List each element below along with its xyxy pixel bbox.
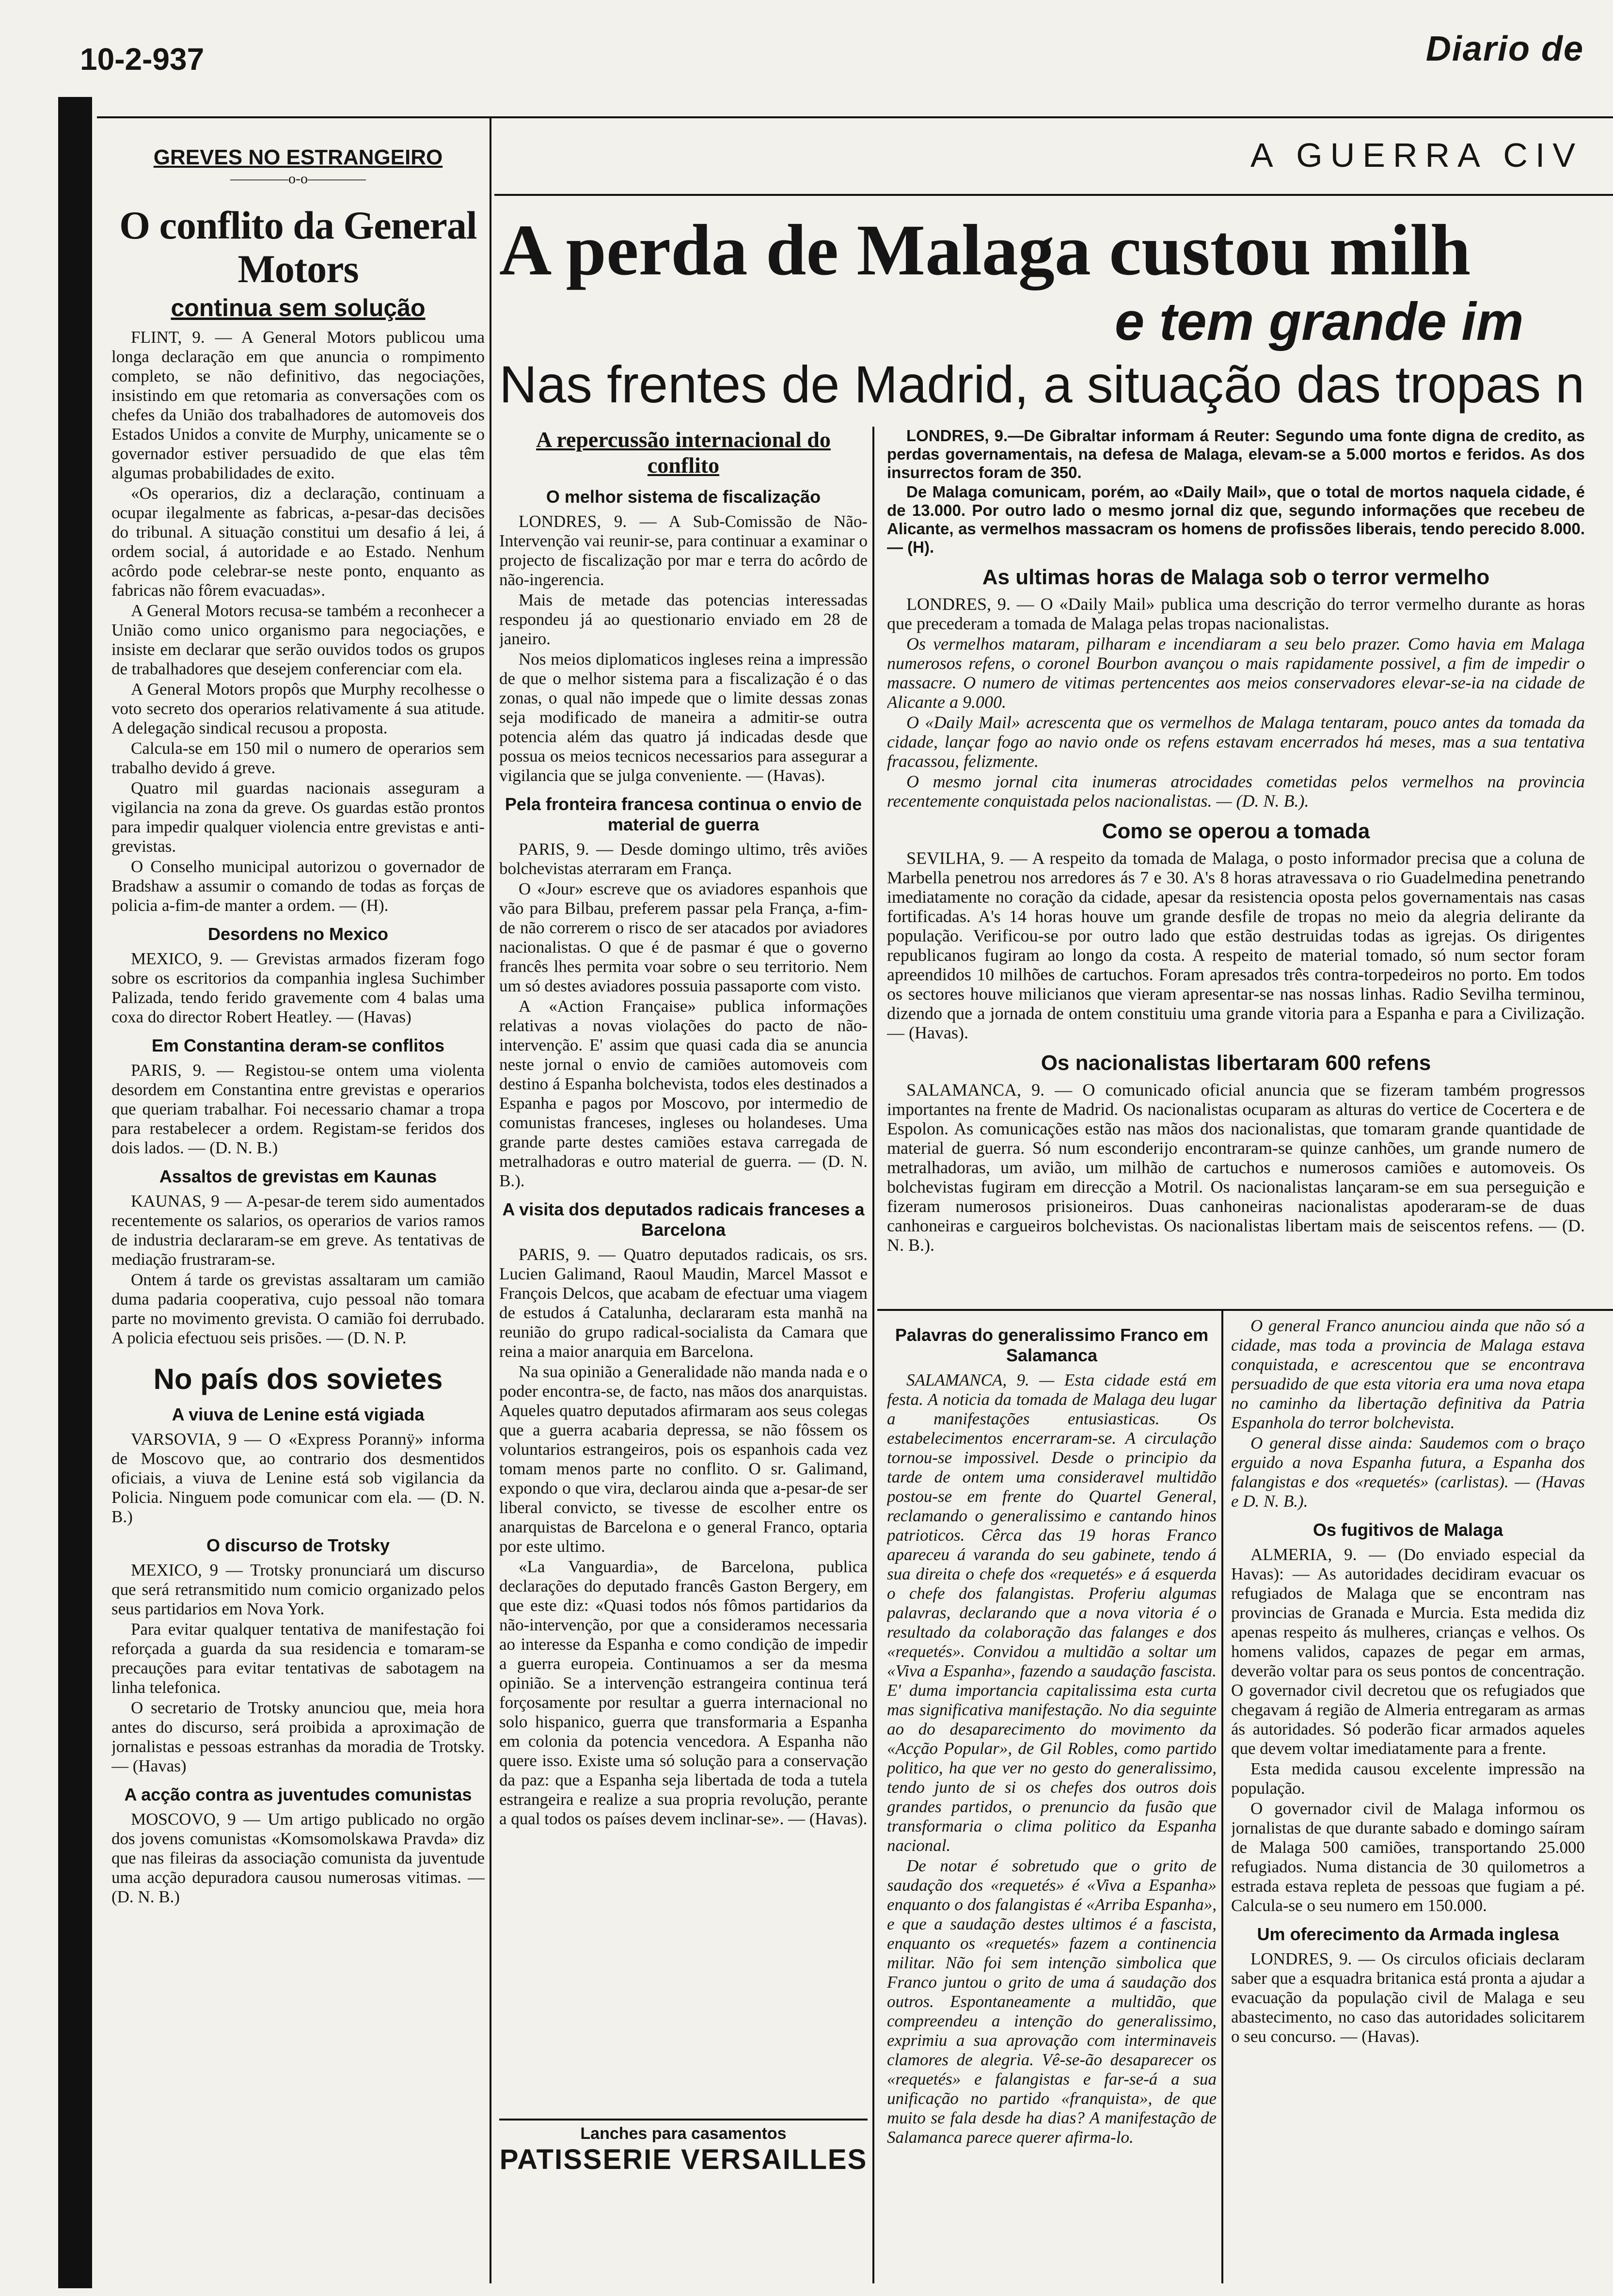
ad-line-2: PATISSERIE VERSAILLES bbox=[499, 2144, 868, 2175]
masthead: Diario de bbox=[1425, 30, 1584, 68]
subheading: As ultimas horas de Malaga sob o terror vermelho bbox=[982, 565, 1490, 589]
section-heading-left: GREVES NO ESTRANGEIRO bbox=[153, 145, 443, 169]
ad-line-1: Lanches para casamentos bbox=[580, 2124, 787, 2143]
article-paragraph: MOSCOVO, 9 — Um artigo publicado no orgão dos jovens comunistas «Komsomolskawa Pravda» diz que nas fileiras da associação comunista da juventude uma acção depuradora causou numerosas vitimas. — (D. N. B.) bbox=[111, 1810, 485, 1906]
lead-paragraph: De Malaga comunicam, porém, ao «Daily Mail», que o total de mortos naquela cidade, é de 13.000. Por outro lado o mesmo jornal diz que, segundo informações que recebeu de Alicante, as vermelhos massacram os homens de profissões liberais, tendo perecido 8.000. — (H). bbox=[887, 483, 1585, 556]
article-paragraph: O governador civil de Malaga informou os jornalistas de que durante sabado e domingo saíram de Malaga 500 camiões, transportando 25.000 refugiados. Numa distancia de 30 quilometros a estrada estava repleta de pessoas que fugiam a pé. Calcula-se o seu numero em 150.000. bbox=[1231, 1799, 1585, 1915]
column-rule-right bbox=[1221, 1309, 1223, 2283]
subheading: Como se operou a tomada bbox=[1102, 819, 1370, 843]
article-paragraph: KAUNAS, 9 — A-pesar-de terem sido aumentados recentemente os salarios, os operarios de varios ramos de industria declararam-se em greve. As tentativas de mediação frustraram-se. bbox=[111, 1192, 485, 1269]
column-rule-mid bbox=[872, 427, 874, 2283]
article-paragraph: Os vermelhos mataram, pilharam e incendiaram a seu belo prazer. Como havia em Malaga numerosos refens, o coronel Bourbon avançou o mais rapidamente possivel, a fim de impedir o massacre. O numero de vitimas pertencentes aos meios conservadores elevar-se-ia na cidade de Alicante a 9.000. bbox=[887, 634, 1585, 712]
repercussao-title: A repercussão internacional do conflito bbox=[536, 427, 831, 478]
column-rule-left bbox=[490, 116, 491, 2283]
subheading: Os fugitivos de Malaga bbox=[1313, 1520, 1503, 1540]
article-paragraph: MEXICO, 9. — Grevistas armados fizeram fogo sobre os escritorios da companhia inglesa Suchimber Palizada, tendo ferido gravemente com 4 balas uma coxa do director Robert Heatley. — (Havas) bbox=[111, 949, 485, 1026]
article-paragraph: PARIS, 9. — Registou-se ontem uma violenta desordem em Constantina entre grevistas e operarios que queriam trabalhar. Foi necessario chamar a tropa para restabelecer a ordem. Registam-se feridos dos dois lados. — (D. N. B.) bbox=[111, 1061, 485, 1157]
subheading: Assaltos de grevistas em Kaunas bbox=[159, 1166, 437, 1186]
article-paragraph: Mais de metade das potencias interessadas respondeu já ao questionario enviado em 28 de janeiro. bbox=[499, 590, 868, 648]
article-paragraph: SEVILHA, 9. — A respeito da tomada de Malaga, o posto informador precisa que a coluna de Marbella penetrou nos arredores ás 7 e 30. A's 8 horas atravessava o rio Guadelmedina penetrando imediatamente no coração da cidade, apesar da resistencia oposta pelos governamentais nas casas fortificadas. A's 14 horas houve um grande desfile de tropas no meio da alegria delirante da população. Verificou-se por outro lado que estão destruidas todas as igrejas. Os dirigentes republicanos fugiram ao longo da costa. A respeito de material tomado, só num sector foram apreendidos 10 milhões de cartuchos. Foram apresados três contra-torpedeiros no porto. Em todos os sectores houve milicianos que vieram apresentar-se nas nossas linhas. Radio Sevilha terminou, dizendo que a jornada de ontem constituiu uma grande vitoria para a Espanha e para a Civilização. — (Havas). bbox=[887, 848, 1585, 1042]
lead-paragraph: LONDRES, 9.—De Gibraltar informam á Reuter: Segundo uma fonte digna de credito, as perdas governamentais, na defesa de Malaga, elevam-se a 5.000 mortos e feridos. As dos insurrectos foram de 350. bbox=[887, 427, 1585, 481]
page-date: 10-2-937 bbox=[80, 42, 205, 77]
subheading: Em Constantina deram-se conflitos bbox=[151, 1036, 445, 1055]
article-paragraph: A General Motors recusa-se também a reconhecer a União como unico organismo para negociações, e insiste em declarar que serão ouvidos todos os grupos de trabalhadores que desejem conferenciar com ela. bbox=[111, 601, 485, 678]
rule-under-section bbox=[494, 194, 1613, 196]
left-column bbox=[111, 199, 485, 2283]
subheading: Pela fronteira francesa continua o envio de material de guerra bbox=[505, 794, 862, 834]
subheading: A visita dos deputados radicais franceses a Barcelona bbox=[502, 1199, 865, 1240]
article-paragraph: SALAMANCA, 9. — O comunicado oficial anuncia que se fizeram também progressos importantes na frente de Madrid. Os nacionalistas ocuparam as alturas do vertice de Cocertera e de Espolon. As comunicações estão nas mãos dos nacionalistas, que tomaram grande quantidade de material de guerra. Só num esconderijo encontraram-se quinze canhões, um grande numero de metralhadoras, um avião, um milhão de cartuchos e numerosos camiões e automoveis. Os bolchevistas fugiram em direcção a Motril. Os nacionalistas lançaram-se em sua perseguição e fizeram numerosos prisioneiros. Duas canhoneiras nacionalistas apoderaram-se de duas canhoneiras e cargueiros bolchevistas. Os nacionalistas libertam mais de seiscentos refens. — (D. N. B.). bbox=[887, 1080, 1585, 1255]
subheading: Palavras do generalissimo Franco em Salamanca bbox=[895, 1325, 1209, 1365]
article-paragraph: FLINT, 9. — A General Motors publicou uma longa declaração em que anuncia o rompimento completo, se não definitivo, das negociações, insistindo em que retomaria as conversações com os chefes da União dos trabalhadores de automoveis dos Estados Unidos a convite de Murphy, unicamente se o governador estiver persuadido de que elas têm algumas probabilidades de exito. bbox=[111, 328, 485, 482]
article-paragraph: PARIS, 9. — Desde domingo ultimo, três aviões bolchevistas aterraram em França. bbox=[499, 840, 868, 878]
subheading: A acção contra as juventudes comunistas bbox=[124, 1785, 472, 1804]
ornament: ————o-o———— bbox=[230, 171, 366, 187]
middle-column bbox=[499, 427, 868, 2109]
top-rule bbox=[97, 116, 1613, 118]
advertisement bbox=[499, 2119, 868, 2176]
article-paragraph: Ontem á tarde os grevistas assaltaram um camião duma padaria cooperativa, cujo pessoal não tomara parte no movimento grevista. O camião foi derrubado. A policia efectuou seis prisões. — (D. N. P. bbox=[111, 1270, 485, 1347]
gm-title: O conflito da General Motors bbox=[119, 203, 477, 291]
article-paragraph: Para evitar qualquer tentativa de manifestação foi reforçada a guarda da sua residencia e tomaram-se precauções para evitar tentativas de sabotagem na linha telefonica. bbox=[111, 1620, 485, 1697]
article-paragraph: A General Motors propôs que Murphy recolhesse o voto secreto dos operarios relativamente á sua atitude. A delegação sindical recusou a proposta. bbox=[111, 680, 485, 737]
section-title-sovietes: No país dos sovietes bbox=[153, 1363, 443, 1395]
article-paragraph: Esta medida causou excelente impressão na população. bbox=[1231, 1759, 1585, 1798]
article-paragraph: De notar é sobretudo que o grito de saudação dos «requetés» é «Viva a Espanha» enquanto o dos falangistas é «Arriba Espanha», e que a saudação destes ultimos é a fascista, enquanto os «requetés» fazem a continencia militar. Não foi sem intenção simbolica que Franco juntou o grito de uma á saudação dos outros. Espontaneamente a multidão, que compreendeu a intenção do generalissimo, exprimiu a sua aprovação com interminaveis clamores de alegria. Vê-se-ão desaparecer os «requetés» e falangistas e far-se-á a sua unificação no partido «franquista», de que muito se fala desde ha dias? A manifestação de Salamanca parece querer afirma-lo. bbox=[887, 1856, 1217, 2147]
article-paragraph: SALAMANCA, 9. — Esta cidade está em festa. A noticia da tomada de Malaga deu lugar a manifestações entusiasticas. Os estabelecimentos encerraram-se. A circulação tornou-se impossivel. Desde o principio da tarde de ontem uma consideravel multidão postou-se em frente do Quartel General, reclamando o generalissimo e cantando hinos patrioticos. Cêrca das 19 horas Franco apareceu á varanda do seu gabinete, tendo á sua direita o chefe dos «requetés» e á esquerda o chefe dos falangistas. Proferiu algumas palavras, declarando que a nova vitoria é o resultado da colaboração das falanges e dos «requetés». Convidou a multidão a soltar um «Viva a Espanha», fazendo a saudação fascista. E' duma importancia capitalissima esta curta mas significativa manifestação. No dia seguinte ao do desaparecimento do movimento da «Acção Popular», de Gil Robles, como partido politico, ha que ver no gesto do generalissimo, tendo junto de si os chefes dos outros dois grandes partidos, o prenuncio da fusão que transformaria o clima politico da Espanha nacional. bbox=[887, 1371, 1217, 1855]
article-paragraph: O secretario de Trotsky anunciou que, meia hora antes do discurso, será proibida a aproximação de jornalistas e pessoas estranhas da moradia de Trotsky. — (Havas) bbox=[111, 1698, 485, 1775]
article-paragraph: Quatro mil guardas nacionais asseguram a vigilancia na zona da greve. Os guardas estão prontos para impedir qualquer violencia entre grevistas e anti-grevistas. bbox=[111, 779, 485, 856]
article-paragraph: LONDRES, 9. — O «Daily Mail» publica uma descrição do terror vermelho durante as horas que precederam a tomada de Malaga pelas tropas nacionalistas. bbox=[887, 594, 1585, 633]
article-paragraph: «Os operarios, diz a declaração, continuam a ocupar ilegalmente as fabricas, a-pesar-das decisões do tribunal. A situação constitui um desafio á lei, á ordem social, á autoridade e ao Estado. Nenhum acôrdo pode celebrar-se neste ponto, enquanto as fabricas não fôrem evacuadas». bbox=[111, 484, 485, 600]
article-paragraph: O «Jour» escreve que os aviadores espanhois que vão para Bilbau, preferem passar pela França, a-fim-de não correrem o risco de ser atacados por aviadores nacionalistas. O que é de pasmar é que o governo francês lhes permita voar sobre o seu territorio. Nem um só destes aviadores possuia passaporte com visto. bbox=[499, 879, 868, 995]
ad-rule bbox=[499, 2119, 868, 2121]
article-paragraph: Nos meios diplomaticos ingleses reina a impressão de que o melhor sistema para a fiscalização é o das zonas, o qual não impede que o limite dessas zonas seja modificado de maneira a admitir-se outra potencia além das quatro já indicadas desde que possua os meios tecnicos necessarios para assegurar a vigilancia que se julga conveniente. — (Havas). bbox=[499, 650, 868, 785]
rule-franco-split bbox=[877, 1309, 1613, 1311]
article-paragraph: PARIS, 9. — Quatro deputados radicais, os srs. Lucien Galimand, Raoul Maudin, Marcel Massot e François Delcos, que acabam de efectuar uma viagem de estudos á Catalunha, declararam esta manhã na reunião do grupo radical-socialista da Camara que reina a maior anarquia em Barcelona. bbox=[499, 1245, 868, 1361]
article-paragraph: LONDRES, 9. — Os circulos oficiais declaram saber que a esquadra britanica está pronta a ajudar a evacuação da população civil de Malaga e seu abastecimento, no caso das autoridades solicitarem o seu concurso. — (Havas). bbox=[1231, 1949, 1585, 2046]
last-column bbox=[1231, 1316, 1585, 2281]
article-paragraph: Calcula-se em 150 mil o numero de operarios sem trabalho devido á greve. bbox=[111, 739, 485, 777]
article-paragraph: MEXICO, 9 — Trotsky pronunciará um discurso que será retransmitido num comicio organizado pelos seus partidarios em Nova York. bbox=[111, 1561, 485, 1618]
subheading: Os nacionalistas libertaram 600 refens bbox=[1041, 1051, 1431, 1075]
main-headline: A perda de Malaga custou milh bbox=[499, 210, 1471, 290]
headline-deck: e tem grande im bbox=[1115, 292, 1524, 351]
article-paragraph: LONDRES, 9. — A Sub-Comissão de Não-Intervenção vai reunir-se, para continuar a examinar o projecto de fiscalização por mar e terra do acôrdo de não-ingerencia. bbox=[499, 512, 868, 589]
right-upper-column bbox=[887, 427, 1585, 1304]
subheading: A viuva de Lenine está vigiada bbox=[172, 1404, 425, 1424]
article-paragraph: O general Franco anunciou ainda que não só a cidade, mas toda a provincia de Malaga estava conquistada, e acrescentou que se encontrava persuadido de que esta vitoria era uma nova etapa no caminho da libertação definitiva da Patria Espanhola do terror bolchevista. bbox=[1231, 1316, 1585, 1432]
article-paragraph: VARSOVIA, 9 — O «Express Porannÿ» informa de Moscovo que, ao contrario dos desmentidos oficiais, a viuva de Lenine está sob vigilancia da Policia. Ninguem pode comunicar com ela. — (D. N. B.) bbox=[111, 1430, 485, 1526]
subheading: O discurso de Trotsky bbox=[206, 1535, 390, 1555]
article-paragraph: O «Daily Mail» acrescenta que os vermelhos de Malaga tentaram, pouco antes da tomada da cidade, lançar fogo ao navio onde os refens estavam encerrados há meses, mas a sua tentativa fracassou, felizmente. bbox=[887, 713, 1585, 771]
gm-deck: continua sem solução bbox=[171, 294, 426, 321]
section-heading-war: A GUERRA CIV bbox=[1250, 136, 1583, 174]
article-paragraph: Na sua opinião a Generalidade não manda nada e o poder encontra-se, de facto, nas mãos dos anarquistas. Aqueles quatro deputados afirmaram aos seus colegas que a guerra acabaria depressa, se não fôssem os voluntarios estrangeiros, pois os espanhois cada vez tomam menos parte no conflito. O sr. Galimand, expondo o que vira, declarou ainda que a-pesar-de ser liberal convicto, se tivesse de escolher entre os anarquistas de Barcelona e o general Franco, optaria por este ultimo. bbox=[499, 1362, 868, 1556]
headline-subdeck: Nas frentes de Madrid, a situação das tropas n bbox=[499, 355, 1585, 414]
subheading: Desordens no Mexico bbox=[207, 924, 389, 944]
left-margin-rule bbox=[58, 97, 92, 2288]
article-paragraph: ALMERIA, 9. — (Do enviado especial da Havas): — As autoridades decidiram evacuar os refugiados de Malaga que se encontram nas provincias de Granada e Murcia. Esta medida diz apenas respeito ás mulheres, crianças e velhos. Os homens validos, capazes de pegar em armas, deverão voltar para os seus pontos de concentração. O governador civil decretou que os refugiados que chegavam á região de Almeria entregaram as armas ás autoridades. Só poderão ficar armados aqueles que devem voltar imediatamente para a frente. bbox=[1231, 1545, 1585, 1758]
subheading: Um oferecimento da Armada inglesa bbox=[1257, 1924, 1559, 1944]
article-paragraph: O Conselho municipal autorizou o governador de Bradshaw a assumir o comando de todas as forças de policia a-fim-de manter a ordem. — (H). bbox=[111, 857, 485, 915]
article-paragraph: O mesmo jornal cita inumeras atrocidades cometidas pelos vermelhos na provincia recentemente conquistada pelos nacionalistas. — (D. N. B.). bbox=[887, 772, 1585, 811]
subheading: O melhor sistema de fiscalização bbox=[546, 487, 821, 507]
article-paragraph: A «Action Française» publica informações relativas a novas violações do pacto de não-intervenção. E' assim que quasi cada dia se anuncia neste jornal o envio de camiões automoveis com destino á Espanha bolchevista, todos eles destinados a Espanha e pagos por Moscovo, por intermedio de comunistas franceses, ingleses ou holandeses. Uma grande parte destes camiões estava carregada de metralhadoras e outro material de guerra. — (D. N. B.). bbox=[499, 997, 868, 1190]
article-paragraph: «La Vanguardia», de Barcelona, publica declarações do deputado francês Gaston Bergery, em que este diz: «Quasi todos nós fômos partidarios da não-intervenção, por que a consideramos necessaria ao interesse da Espanha e como condição de impedir a guerra europeia. Continuamos a ser da mesma opinião. Se a intervenção estrangeira continua terá forçosamente por resultar a guerra internacional no solo hispanico, guerra que transformaria a Espanha em colonia da potencia vencedora. A Espanha não quere isso. Existe uma só solução para a conservação da paz: que a Espanha seja libertada de toda a tutela estrangeira e realize a sua propria revolução, perante a qual todos os países devem inclinar-se». — (Havas). bbox=[499, 1557, 868, 1828]
article-paragraph: O general disse ainda: Saudemos com o braço erguido a nova Espanha futura, a Espanha dos falangistas e dos «requetés» (carlistas). — (Havas e D. N. B.). bbox=[1231, 1434, 1585, 1511]
franco-column bbox=[887, 1316, 1217, 2281]
